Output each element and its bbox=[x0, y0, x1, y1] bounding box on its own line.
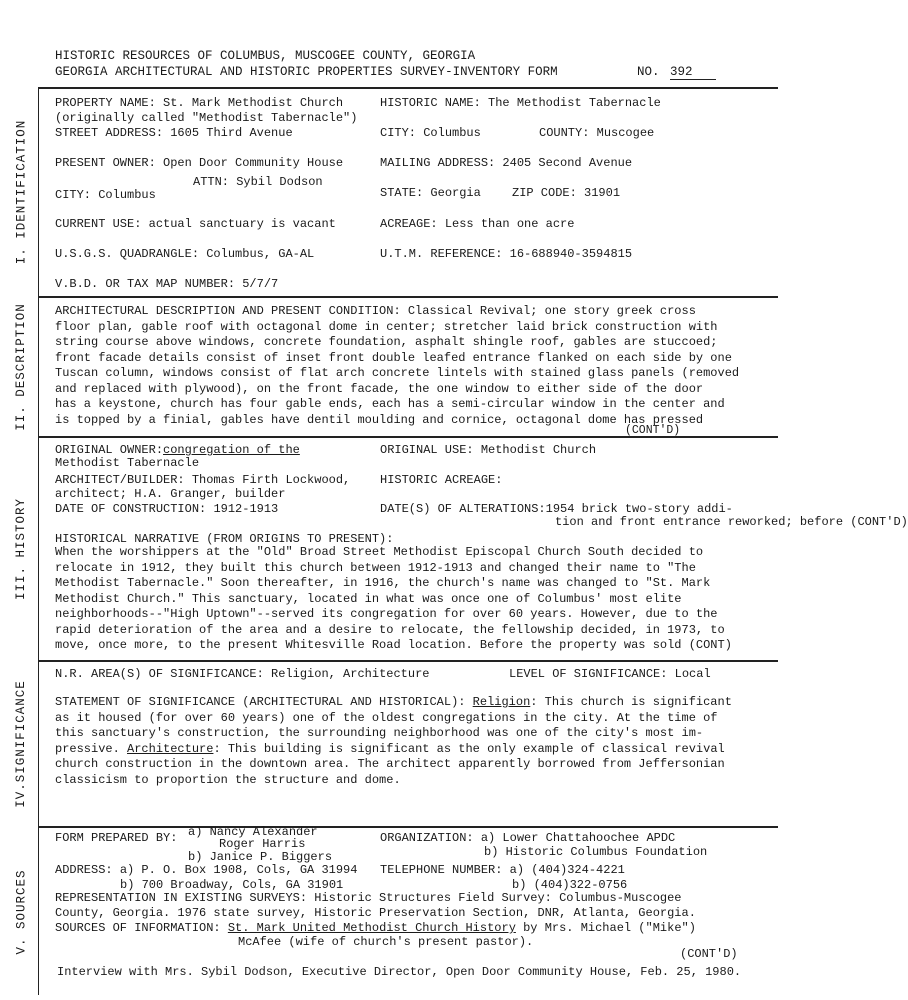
city-field: CITY: Columbus bbox=[380, 126, 481, 140]
tax-map-number-field: V.B.D. OR TAX MAP NUMBER: 5/7/7 bbox=[55, 277, 279, 291]
preparer-a: a) Nancy Alexander bbox=[188, 825, 318, 839]
left-margin-rule bbox=[38, 88, 39, 995]
form-title-line2: GEORGIA ARCHITECTURAL AND HISTORIC PROPERTIES SURVEY-INVENTORY FORM bbox=[55, 65, 558, 79]
utm-reference-field: U.T.M. REFERENCE: 16-688940-3594815 bbox=[380, 247, 633, 261]
section-label-sources: V. SOURCES bbox=[14, 868, 29, 955]
section-divider bbox=[38, 660, 778, 662]
sources-of-information: SOURCES OF INFORMATION: St. Mark United Methodist Church History by Mrs. Michael ("Mike") bbox=[55, 921, 696, 935]
section-label-identification: I. IDENTIFICATION bbox=[14, 119, 28, 265]
owner-city-field: CITY: Columbus bbox=[55, 188, 156, 202]
owner-attn: ATTN: Sybil Dodson bbox=[193, 175, 323, 189]
form-prepared-by-label: FORM PREPARED BY: bbox=[55, 831, 178, 845]
original-owner-field: ORIGINAL OWNER:congregation of the bbox=[55, 443, 300, 457]
acreage-field: ACREAGE: Less than one acre bbox=[380, 217, 575, 231]
address-b: b) 700 Broadway, Cols, GA 31901 bbox=[120, 878, 344, 892]
original-use-field: ORIGINAL USE: Methodist Church bbox=[380, 443, 597, 457]
historic-name-field: HISTORIC NAME: The Methodist Tabernacle bbox=[380, 96, 661, 110]
property-name-field: PROPERTY NAME: St. Mark Methodist Church bbox=[55, 96, 344, 110]
usgs-quadrangle-field: U.S.G.S. QUADRANGLE: Columbus, GA-AL bbox=[55, 247, 315, 261]
organization-b: b) Historic Columbus Foundation bbox=[484, 845, 708, 859]
street-address-field: STREET ADDRESS: 1605 Third Avenue bbox=[55, 126, 293, 140]
architect-builder-field: ARCHITECT/BUILDER: Thomas Firth Lockwood, bbox=[55, 473, 351, 487]
alterations-field: DATE(S) OF ALTERATIONS:1954 brick two-story addi- bbox=[380, 502, 733, 516]
description-continued: (CONT'D) bbox=[625, 424, 681, 437]
section-divider bbox=[38, 296, 778, 298]
nr-area-field: N.R. AREA(S) OF SIGNIFICANCE: Religion, Architecture bbox=[55, 667, 430, 681]
section-label-description: II. DESCRIPTION bbox=[14, 303, 28, 431]
section-label-significance: IV.SIGNIFICANCE bbox=[14, 680, 28, 808]
representation-in-surveys: REPRESENTATION IN EXISTING SURVEYS: Historic Structures Field Survey: Columbus-Muscogee bbox=[55, 891, 682, 905]
telephone-field: TELEPHONE NUMBER: a) (404)324-4221 bbox=[380, 863, 625, 877]
historical-narrative: When the worshippers at the "Old" Broad Street Methodist Episcopal Church South decided to relocate in 1912, they built this church between 1912-1913 and changed their name to "The Methodist Tabernacle." Soon thereafter, in 1916, the church's name was changed to "St. Mark Methodist Church." This sanctuary, located in what was once one of Columbus' most elite neighborhoods--"High Uptown"--served its congregation for over 60 years. However, due to the rapid deterioration of the area and a desire to relocate, the fellowship decided, in 1973, to move, once more, to the present Whitesville Road location. Before the property was sold (CONT) bbox=[55, 545, 732, 652]
current-use-field: CURRENT USE: actual sanctuary is vacant bbox=[55, 217, 336, 231]
historical-narrative-label: HISTORICAL NARRATIVE (FROM ORIGINS TO PRESENT): bbox=[55, 532, 394, 546]
section-divider bbox=[38, 87, 778, 89]
architect-builder-line2: architect; H.A. Granger, builder bbox=[55, 487, 286, 501]
preparer-a2: Roger Harris bbox=[219, 837, 306, 851]
historic-acreage-field: HISTORIC ACREAGE: bbox=[380, 473, 503, 487]
state-field: STATE: Georgia bbox=[380, 186, 481, 200]
construction-date-field: DATE OF CONSTRUCTION: 1912-1913 bbox=[55, 502, 279, 516]
zip-code-field: ZIP CODE: 31901 bbox=[512, 186, 621, 200]
interview-note: Interview with Mrs. Sybil Dodson, Executive Director, Open Door Community House, Feb. 25, 1980. bbox=[57, 965, 742, 979]
sources-line2: McAfee (wife of church's present pastor). bbox=[238, 935, 534, 949]
property-name-note: (originally called "Methodist Tabernacle") bbox=[55, 111, 358, 125]
section-label-history: III. HISTORY bbox=[14, 497, 29, 601]
section-divider bbox=[38, 826, 778, 828]
statement-of-significance: STATEMENT OF SIGNIFICANCE (ARCHITECTURAL AND HISTORICAL): Religion: This church is significant as it housed (for over 60 years) one of the oldest congregations in the city. At the time of this sanctuary's construction, the surrounding neighborhood was one of the city's most im- pressive. Architecture: This building is significant as the only example of classical revival church construction in the downtown area. The architect apparently borrowed from Jeffersonian classicism to proportion the structure and dome. bbox=[55, 695, 732, 787]
representation-line2: County, Georgia. 1976 state survey, Historic Preservation Section, DNR, Atlanta, Georgia. bbox=[55, 906, 696, 920]
alterations-line2: tion and front entrance reworked; before (CONT'D) bbox=[555, 515, 908, 529]
organization-field: ORGANIZATION: a) Lower Chattahoochee APDC bbox=[380, 831, 676, 845]
original-owner-line2: Methodist Tabernacle bbox=[55, 456, 200, 470]
telephone-b: b) (404)322-0756 bbox=[512, 878, 628, 892]
county-field: COUNTY: Muscogee bbox=[539, 126, 655, 140]
present-owner-field: PRESENT OWNER: Open Door Community House bbox=[55, 156, 344, 170]
level-of-significance-field: LEVEL OF SIGNIFICANCE: Local bbox=[509, 667, 711, 681]
form-number: 392 bbox=[670, 66, 716, 80]
form-title-line1: HISTORIC RESOURCES OF COLUMBUS, MUSCOGEE COUNTY, GEORGIA bbox=[55, 49, 476, 63]
architectural-description: ARCHITECTURAL DESCRIPTION AND PRESENT CONDITION: Classical Revival; one story greek cross floor plan, gable roof with octagonal dome in center; stretcher laid brick construction with string course above windows, concrete foundation, asphalt shingle roof, gables are stuccoed; front facade details consist of inset front double leafed entrance flanked on each side by one Tuscan column, windows consist of flat arch concrete lintels with stained glass panels (removed and replaced with plywood), on the front facade, the one window to either side of the door has a keystone, church has four gable ends, each has a semi-circular window in the center and is topped by a finial, gables have dentil moulding and cornice, octagonal dome has pressed bbox=[55, 304, 740, 427]
sources-continued: (CONT'D) bbox=[680, 947, 738, 961]
preparer-b: b) Janice P. Biggers bbox=[188, 850, 333, 864]
form-number-label: NO. bbox=[637, 65, 660, 79]
mailing-address-field: MAILING ADDRESS: 2405 Second Avenue bbox=[380, 156, 633, 170]
address-field: ADDRESS: a) P. O. Box 1908, Cols, GA 31994 bbox=[55, 863, 358, 877]
